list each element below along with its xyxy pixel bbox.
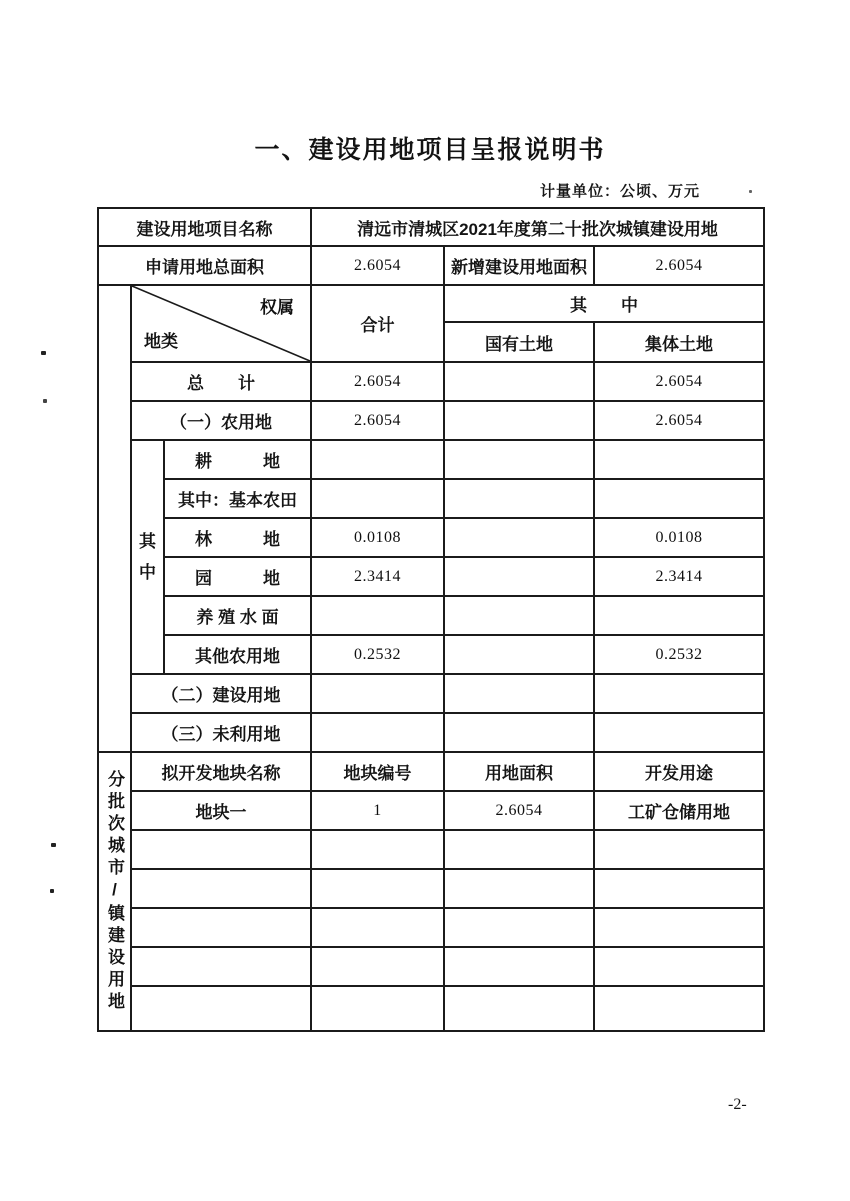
batch-side-label-cell — [98, 752, 131, 1031]
table-row — [98, 479, 764, 518]
row-state-value — [444, 401, 594, 440]
row-total-value: 2.6054 — [311, 362, 444, 401]
project-name-label: 建设用地项目名称 — [98, 208, 311, 246]
scan-speck — [41, 351, 46, 355]
batch-row — [98, 869, 764, 908]
new-area-value: 2.6054 — [594, 246, 764, 285]
row-total-value: 2.6054 — [311, 401, 444, 440]
batch-plot-use — [594, 869, 764, 908]
table-row — [98, 401, 764, 440]
page-title: 一、建设用地项目呈报说明书 — [254, 136, 606, 164]
scan-speck — [51, 843, 56, 847]
among-label-top: 其 — [139, 532, 156, 551]
batch-col-use: 开发用途 — [594, 752, 764, 791]
row-total-value — [311, 713, 444, 752]
table-row — [98, 635, 764, 674]
row-total-value: 0.2532 — [311, 635, 444, 674]
batch-plot-number — [311, 908, 444, 947]
batch-side-label: 分批次城市/镇建设用地 — [105, 769, 124, 1014]
row-collective-value — [594, 440, 764, 479]
among-group-label — [131, 440, 164, 674]
row-collective-value: 0.2532 — [594, 635, 764, 674]
matrix-header-row-upper — [98, 285, 764, 322]
batch-plot-number — [311, 830, 444, 869]
batch-plot-number — [311, 869, 444, 908]
batch-plot-area — [444, 947, 594, 986]
batch-col-name: 拟开发地块名称 — [131, 752, 311, 791]
row-collective-value — [594, 674, 764, 713]
batch-plot-name — [131, 947, 311, 986]
row-state-value — [444, 440, 594, 479]
row-label: （三）未利用地 — [131, 713, 311, 752]
left-spacer-cell — [98, 285, 131, 752]
batch-plot-number: 1 — [311, 791, 444, 830]
row-collective-value — [594, 713, 764, 752]
batch-plot-use — [594, 908, 764, 947]
batch-plot-name — [131, 986, 311, 1031]
batch-col-area: 用地面积 — [444, 752, 594, 791]
scan-speck — [43, 399, 47, 403]
batch-row — [98, 830, 764, 869]
batch-plot-name — [131, 869, 311, 908]
total-area-value: 2.6054 — [311, 246, 444, 285]
row-state-value — [444, 518, 594, 557]
table-row — [98, 518, 764, 557]
column-header-among: 其 中 — [444, 285, 764, 322]
batch-plot-name: 地块一 — [131, 791, 311, 830]
table-row — [98, 713, 764, 752]
area-row — [98, 246, 764, 285]
batch-row — [98, 791, 764, 830]
batch-plot-use: 工矿仓储用地 — [594, 791, 764, 830]
row-label: 其中：基本农田 — [164, 479, 311, 518]
row-state-value — [444, 635, 594, 674]
batch-plot-area — [444, 869, 594, 908]
table-row — [98, 596, 764, 635]
batch-col-number: 地块编号 — [311, 752, 444, 791]
land-use-report-table — [97, 207, 765, 1032]
diagonal-header-cell — [131, 285, 311, 362]
project-name-row — [98, 208, 764, 246]
row-label: 耕 地 — [164, 440, 311, 479]
page-number: -2- — [728, 1096, 747, 1113]
scan-speck — [749, 190, 752, 193]
row-collective-value: 2.6054 — [594, 401, 764, 440]
row-state-value — [444, 479, 594, 518]
batch-plot-use — [594, 986, 764, 1031]
row-label: 养 殖 水 面 — [164, 596, 311, 635]
column-header-state-land: 国有土地 — [444, 322, 594, 362]
row-label: 林 地 — [164, 518, 311, 557]
row-label: （一）农用地 — [131, 401, 311, 440]
row-total-value — [311, 596, 444, 635]
table-row — [98, 557, 764, 596]
row-state-value — [444, 557, 594, 596]
table-row — [98, 362, 764, 401]
unit-note: 计量单位：公顷、万元 — [539, 183, 700, 200]
batch-plot-area — [444, 986, 594, 1031]
row-label: 其他农用地 — [164, 635, 311, 674]
batch-row — [98, 908, 764, 947]
row-state-value — [444, 362, 594, 401]
batch-plot-number — [311, 947, 444, 986]
column-header-collective-land: 集体土地 — [594, 322, 764, 362]
total-area-label: 申请用地总面积 — [98, 246, 311, 285]
row-collective-value: 0.0108 — [594, 518, 764, 557]
row-state-value — [444, 674, 594, 713]
row-total-value — [311, 674, 444, 713]
batch-plot-area: 2.6054 — [444, 791, 594, 830]
row-state-value — [444, 713, 594, 752]
batch-plot-use — [594, 947, 764, 986]
new-area-label: 新增建设用地面积 — [444, 246, 594, 285]
row-label: 园 地 — [164, 557, 311, 596]
column-header-total: 合计 — [311, 285, 444, 362]
row-total-value — [311, 479, 444, 518]
row-collective-value: 2.6054 — [594, 362, 764, 401]
diagonal-label-landtype: 地类 — [144, 332, 178, 351]
row-label: 总 计 — [131, 362, 311, 401]
batch-plot-name — [131, 908, 311, 947]
batch-plot-area — [444, 908, 594, 947]
among-label-bottom: 中 — [139, 563, 156, 582]
row-collective-value — [594, 479, 764, 518]
row-total-value: 2.3414 — [311, 557, 444, 596]
row-state-value — [444, 596, 594, 635]
row-total-value — [311, 440, 444, 479]
batch-header-row — [98, 752, 764, 791]
table-row — [98, 440, 764, 479]
batch-row — [98, 947, 764, 986]
project-name-value: 清远市清城区2021年度第二十批次城镇建设用地 — [311, 208, 764, 246]
row-collective-value — [594, 596, 764, 635]
batch-plot-use — [594, 830, 764, 869]
batch-plot-number — [311, 986, 444, 1031]
batch-plot-area — [444, 830, 594, 869]
row-collective-value: 2.3414 — [594, 557, 764, 596]
scan-speck — [50, 889, 54, 893]
among-label-gap — [132, 550, 163, 564]
batch-plot-name — [131, 830, 311, 869]
batch-row — [98, 986, 764, 1031]
row-label: （二）建设用地 — [131, 674, 311, 713]
diagonal-label-ownership: 权属 — [260, 298, 294, 317]
row-total-value: 0.0108 — [311, 518, 444, 557]
table-row — [98, 674, 764, 713]
